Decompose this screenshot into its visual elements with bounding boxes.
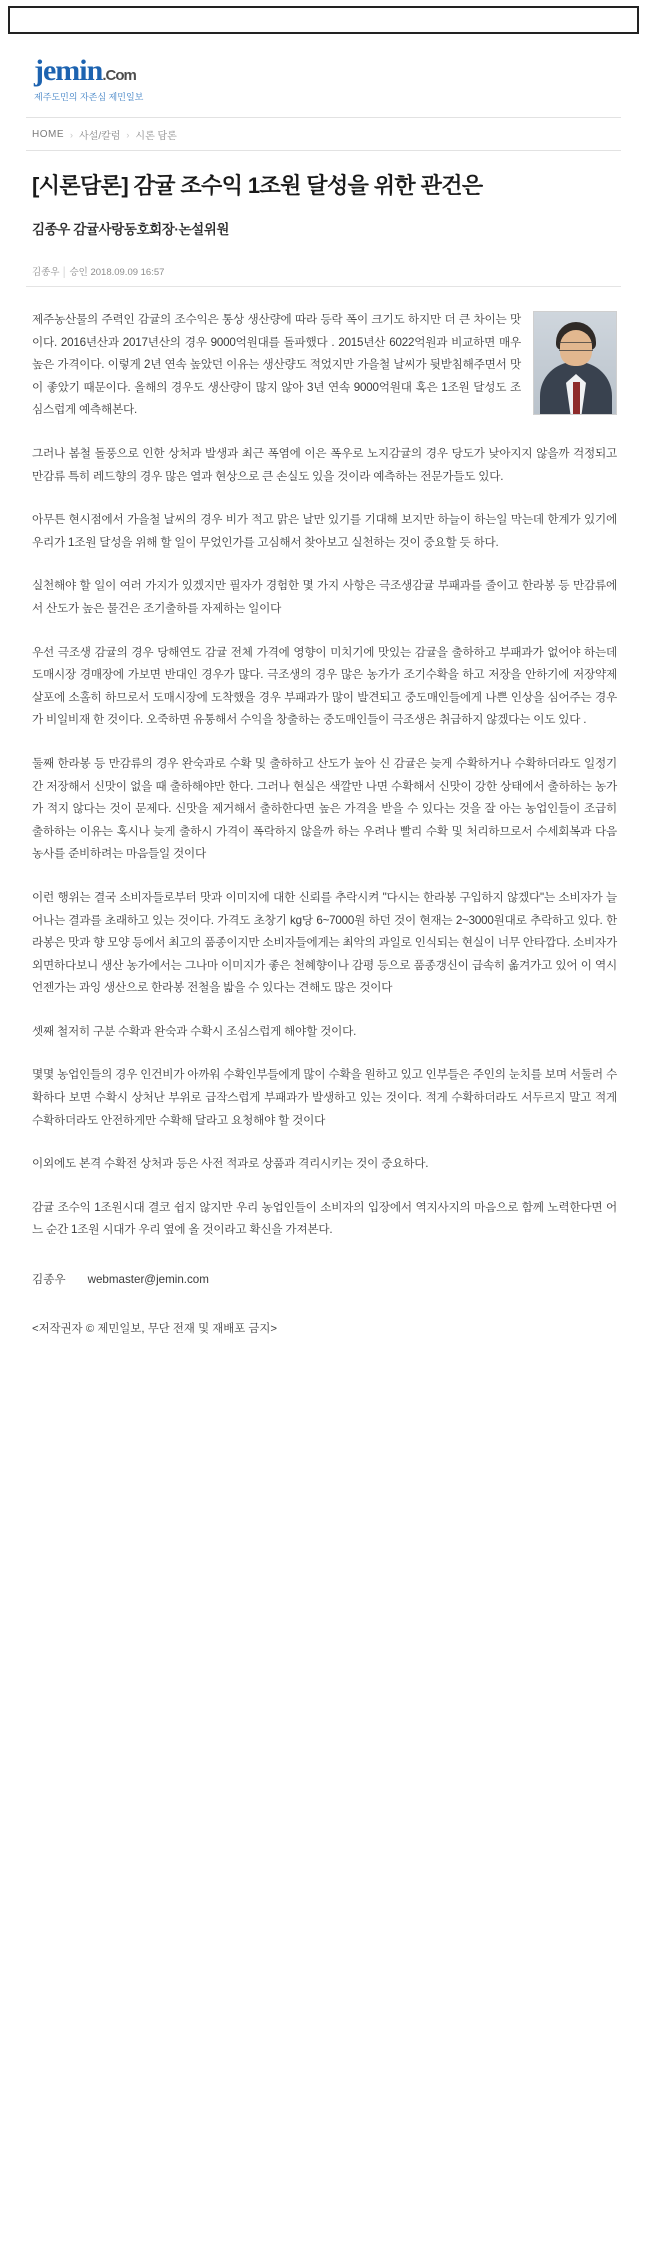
article-paragraph: 이외에도 본격 수확전 상처과 등은 사전 적과로 상품과 격리시키는 것이 중요하다. bbox=[32, 1157, 429, 1171]
article-paragraph: 아무튼 현시점에서 가을철 날씨의 경우 비가 적고 맑은 날만 있기를 기대해 보지만 하늘이 하는일 막는데 한계가 있기에 우리가 1조원 달성을 위해 할 일이 무었인가를 고심해서 찾아보고 실천하는 것이 중요할 듯 하다. bbox=[32, 513, 617, 549]
site-logo-text: jemin bbox=[34, 54, 103, 87]
chevron-right-icon: › bbox=[70, 129, 73, 140]
breadcrumb-item-column[interactable]: 시론 담론 bbox=[135, 131, 177, 142]
browser-address-bar[interactable] bbox=[8, 6, 639, 34]
article-paragraph: 실천해야 할 일이 여러 가지가 있겠지만 필자가 경험한 몇 가지 사항은 극조생감귤 부패과를 줄이고 한라봉 등 만감류에서 산도가 높은 물건은 조기출하를 자제하는 일이다 bbox=[32, 579, 617, 615]
breadcrumb-item-home[interactable]: HOME bbox=[32, 129, 64, 140]
site-logo-suffix: .Com bbox=[102, 67, 136, 84]
article-paragraph: 몇몇 농업인들의 경우 인건비가 아까워 수확인부들에게 많이 수확을 원하고 있고 인부들은 주인의 눈치를 보며 서둘러 수확하다 보면 수확시 상처난 부위로 급작스럽게 부패과가 발생하고 있는 것이다. 적게 수확하더라도 서두르지 말고 적게 수확하더라도 안전하게만 수확해 달라고 요청해야 할 것이다 bbox=[32, 1068, 617, 1127]
article-paragraph: 그러나 봄철 돌풍으로 인한 상처과 발생과 최근 폭염에 이은 폭우로 노지감귤의 경우 당도가 낮아지지 않을까 걱정되고 만감류 특히 레드향의 경우 많은 열과 현상으로 큰 손실도 있을 것이라 예측하는 전문가들도 있다. bbox=[32, 447, 617, 483]
article-paragraph: 감귤 조수익 1조원시대 결코 쉽지 않지만 우리 농업인들이 소비자의 입장에서 역지사지의 마음으로 함께 노력한다면 어느 순간 1조원 시대가 우리 옆에 올 것이라고 확신을 가져본다. bbox=[32, 1200, 617, 1237]
site-logo[interactable] bbox=[34, 56, 647, 86]
byline-row bbox=[26, 238, 621, 287]
author-portrait-photo bbox=[533, 311, 617, 415]
portrait-tie bbox=[573, 382, 580, 414]
chevron-right-icon: › bbox=[126, 129, 130, 140]
byline-divider: │ bbox=[61, 267, 68, 279]
breadcrumb bbox=[26, 117, 621, 151]
site-tagline: 제주도민의 자존심 제민일보 bbox=[34, 92, 144, 102]
article-paragraph: 우선 극조생 감귤의 경우 당해연도 감귤 전체 가격에 영향이 미치기에 맛있는 감귤을 출하하고 부패과가 없어야 하는데 도매시장 경매장에 가보면 반대인 경우가 많다. 극조생의 경우 많은 농가가 조기수확을 하고 저장을 안하기에 저장약제 살포에 소홀히 하므로서 도매시장에 도착했을 경우 부패과가 많이 발견되고 중도매인들에게 나쁜 인상을 심어주는 경우가 비일비재 한 것이다. 오죽하면 유통해서 수익을 창출하는 중도매인들이 극조생은 취급하지 않겠다는 이도 있다 . bbox=[32, 645, 617, 727]
byline-author[interactable]: 김종우 bbox=[32, 267, 60, 279]
footer-author-email-link[interactable]: webmaster@jemin.com bbox=[87, 1273, 209, 1287]
page-title: [시론담론] 감귤 조수익 1조원 달성을 위한 관건은 bbox=[32, 173, 483, 198]
article-paragraph: 이런 행위는 결국 소비자들로부터 맛과 이미지에 대한 신뢰를 추락시켜 "다시는 한라봉 구입하지 않겠다"는 소비자가 늘어나는 결과를 초래하고 있는 것이다. 가격도 초창기 kg당 6~7000원 하던 것이 현재는 2~3000원대로 추락하고 있다. 한라봉은 맛과 향 모양 등에서 최고의 품종이지만 소비자들에게는 최악의 과일로 인식되는 현실이 너무 안타깝다. 소비자가 외면하다보니 생산 농가에서는 그나마 이미지가 좋은 천혜향이나 감평 등으로 품종갱신이 급속히 옮겨가고 있어 이 역시 언젠가는 과잉 생산으로 한라봉 전철을 밟을 수 있다는 견해도 많은 것이다 bbox=[32, 890, 617, 995]
article-subtitle: 김종우 감귤사랑동호회장·논설위원 bbox=[32, 222, 230, 238]
article-paragraph: 제주농산물의 주력인 감귤의 조수익은 통상 생산량에 따라 등락 폭이 크기도 하지만 더 큰 차이는 맛이다. 2016년산과 2017년산의 경우 9000억원대를 돌파했다 . 2015년산 6022억원과 비교하면 매우 높은 가격이다. 이렇게 2년 연속 높았던 이유는 생산량도 적었지만 가을철 날씨가 뒷받침해주면서 맛이 좋았기 때문이다. 올해의 경우도 생산량이 많지 않아 3년 연속 9000억원대 혹은 1조원 달성도 조심스럽게 예측해본다. bbox=[32, 313, 521, 417]
article-paragraph: 둘째 한라봉 등 만감류의 경우 완숙과로 수확 및 출하하고 산도가 높아 신 감귤은 늦게 수확하거나 수확하더라도 일정기간 저장해서 신맛이 없을 때 출하해야만 한다. 그러나 현실은 색깔만 나면 수확해서 신맛이 강한 상태에서 출하하는 농가가 적지 않다는 것이 문제다. 신맛을 제거해서 출하한다면 높은 가격을 받을 수 있다는 것을 잘 아는 농업인들이 조급히 출하하는 이유는 혹시나 늦게 출하시 가격이 폭락하지 않을까 하는 우려나 빨리 수확 및 처리하므로서 수세회복과 다음 농사를 준비하려는 마음들일 것이다 bbox=[32, 756, 617, 861]
article-footer bbox=[26, 1263, 621, 1380]
article-page bbox=[0, 6, 647, 2246]
article-paragraph: 셋째 철저히 구분 수확과 완숙과 수확시 조심스럽게 해야할 것이다. bbox=[32, 1024, 357, 1038]
article-header bbox=[26, 151, 621, 238]
article-body bbox=[26, 287, 621, 1242]
byline bbox=[32, 264, 617, 278]
byline-timestamp: 승인 2018.09.09 16:57 bbox=[69, 267, 165, 279]
breadcrumb-item-opinion[interactable]: 사설/칼럼 bbox=[79, 131, 121, 142]
copyright-notice: <저작권자 © 제민일보, 무단 전재 및 재배포 금지> bbox=[32, 1322, 278, 1335]
footer-author-name: 김종우 bbox=[32, 1273, 66, 1287]
author-contact-row bbox=[32, 1269, 617, 1318]
site-header bbox=[0, 34, 647, 117]
glasses-icon bbox=[559, 342, 593, 351]
